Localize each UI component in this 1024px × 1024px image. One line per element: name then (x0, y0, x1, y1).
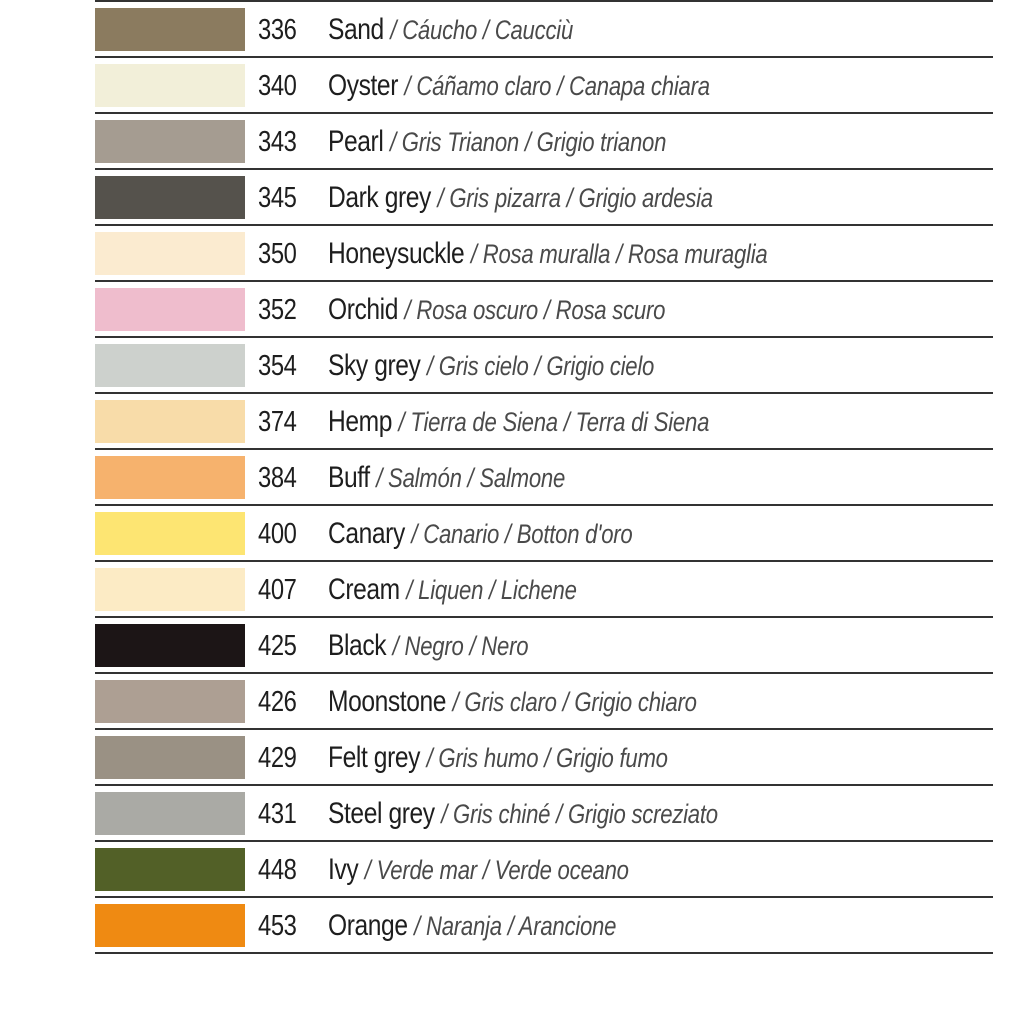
color-names (328, 460, 565, 501)
color-name-translations: / Salmón / Salmone (376, 463, 566, 493)
color-row (95, 170, 993, 226)
color-name: Moonstone (328, 685, 447, 718)
color-name-translations: / Cáucho / Caucciù (390, 15, 574, 45)
color-name-translations: / Rosa oscuro / Rosa scuro (404, 295, 666, 325)
color-names (328, 796, 718, 837)
color-row (95, 786, 993, 842)
color-names (328, 852, 629, 893)
color-swatch (95, 456, 245, 499)
color-swatch (95, 400, 245, 443)
color-code: 425 (258, 630, 297, 662)
color-code: 400 (258, 518, 297, 550)
color-swatch (95, 624, 245, 667)
color-swatch (95, 232, 245, 275)
color-code: 448 (258, 854, 297, 886)
color-code: 431 (258, 798, 297, 830)
color-name-translations: / Verde mar / Verde oceano (364, 855, 629, 885)
color-name: Canary (328, 517, 405, 550)
color-name: Pearl (328, 125, 384, 158)
color-swatch (95, 176, 245, 219)
color-row (95, 506, 993, 562)
color-code: 407 (258, 574, 297, 606)
color-code: 354 (258, 350, 297, 382)
color-name-translations: / Gris chiné / Grigio screziato (441, 799, 718, 829)
color-name: Steel grey (328, 797, 435, 830)
color-code: 343 (258, 126, 297, 158)
color-swatch (95, 288, 245, 331)
color-row (95, 2, 993, 58)
color-row (95, 338, 993, 394)
color-swatch (95, 568, 245, 611)
color-names (328, 404, 709, 445)
color-name-translations: / Cáñamo claro / Canapa chiara (404, 71, 710, 101)
color-name: Dark grey (328, 181, 431, 214)
color-code: 426 (258, 686, 297, 718)
color-name-translations: / Gris cielo / Grigio cielo (426, 351, 655, 381)
color-row (95, 898, 993, 954)
color-code: 350 (258, 238, 297, 270)
color-name-translations: / Gris claro / Grigio chiaro (452, 687, 697, 717)
color-swatch (95, 64, 245, 107)
color-name: Felt grey (328, 741, 421, 774)
color-swatch-list (95, 2, 993, 954)
color-swatch (95, 680, 245, 723)
color-row (95, 58, 993, 114)
color-row (95, 282, 993, 338)
color-name-translations: / Negro / Nero (392, 631, 529, 661)
color-code: 345 (258, 182, 297, 214)
color-names (328, 908, 616, 949)
color-name: Honeysuckle (328, 237, 465, 270)
color-code: 352 (258, 294, 297, 326)
color-name: Sand (328, 13, 384, 46)
color-name-translations: / Tierra de Siena / Terra di Siena (398, 407, 710, 437)
color-names (328, 628, 528, 669)
color-name: Buff (328, 461, 370, 494)
color-name: Orange (328, 909, 408, 942)
color-name: Hemp (328, 405, 392, 438)
color-names (328, 684, 697, 725)
color-row (95, 226, 993, 282)
color-row (95, 618, 993, 674)
color-names (328, 348, 654, 389)
color-swatch (95, 120, 245, 163)
color-names (328, 236, 767, 277)
color-swatch (95, 8, 245, 51)
color-code: 336 (258, 14, 297, 46)
color-name-translations: / Canario / Botton d'oro (411, 519, 633, 549)
color-code: 384 (258, 462, 297, 494)
color-name-translations: / Gris pizarra / Grigio ardesia (437, 183, 713, 213)
color-name-translations: / Rosa muralla / Rosa muraglia (470, 239, 768, 269)
color-name: Oyster (328, 69, 398, 102)
color-swatch (95, 904, 245, 947)
color-name: Orchid (328, 293, 398, 326)
color-name: Black (328, 629, 387, 662)
color-code: 429 (258, 742, 297, 774)
color-swatch (95, 848, 245, 891)
color-swatch (95, 512, 245, 555)
color-swatch (95, 344, 245, 387)
color-code: 374 (258, 406, 297, 438)
color-names (328, 68, 710, 109)
color-row (95, 394, 993, 450)
color-row (95, 450, 993, 506)
color-names (328, 516, 633, 557)
color-row (95, 842, 993, 898)
color-code: 340 (258, 70, 297, 102)
color-names (328, 124, 666, 165)
color-row (95, 114, 993, 170)
color-row (95, 562, 993, 618)
color-row (95, 674, 993, 730)
color-name-translations: / Naranja / Arancione (414, 911, 617, 941)
color-names (328, 12, 573, 53)
color-name-translations: / Gris Trianon / Grigio trianon (389, 127, 667, 157)
color-swatch (95, 792, 245, 835)
color-code: 453 (258, 910, 297, 942)
color-name-translations: / Gris humo / Grigio fumo (426, 743, 668, 773)
color-names (328, 740, 668, 781)
color-name: Cream (328, 573, 400, 606)
color-name-translations: / Liquen / Lichene (406, 575, 577, 605)
color-name: Ivy (328, 853, 359, 886)
color-names (328, 572, 577, 613)
color-swatch (95, 736, 245, 779)
color-name: Sky grey (328, 349, 421, 382)
color-row (95, 730, 993, 786)
color-names (328, 292, 665, 333)
color-names (328, 180, 713, 221)
